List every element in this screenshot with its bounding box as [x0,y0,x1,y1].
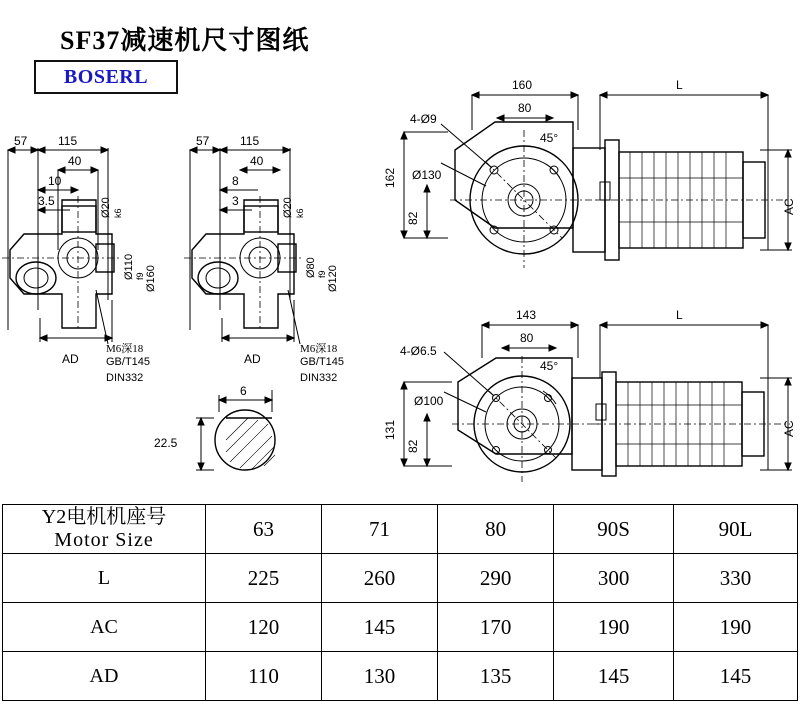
dim-la-3-5: 3.5 [38,194,55,208]
table-row [3,603,798,652]
dim-la-40: 40 [68,154,82,168]
cell-ad-71: 130 [322,652,438,701]
cell-l-90s: 300 [554,554,674,603]
dim-la-d20: Ø20 [100,197,112,218]
dim-tr-4xd9: 4-Ø9 [410,112,437,126]
note-la-din: DIN332 [106,372,144,384]
dim-tr-L: L [676,78,683,92]
cell-ad-90s: 145 [554,652,674,701]
note-la-m6: M6深18 [106,343,144,355]
dim-lb-57: 57 [196,134,210,148]
dim-br-143: 143 [516,308,537,322]
dim-la-f9: f9 [135,272,145,280]
dim-key-22-5: 22.5 [154,436,178,450]
note-lb-m6: M6深18 [300,343,338,355]
cell-l-71: 260 [322,554,438,603]
dim-br-L: L [676,308,683,322]
cell-ac-90l: 190 [674,603,798,652]
dim-tr-45deg: 45° [540,131,559,145]
dim-tr-AC: AC [782,198,796,215]
dim-lb-d120: Ø120 [327,265,339,292]
dim-lb-ad: AD [244,352,261,366]
dim-la-d110: Ø110 [123,253,135,280]
dim-lb-3: 3 [232,194,239,208]
header-size-90s: 90S [554,505,674,554]
view-top-right [401,92,792,268]
cell-ac-71: 145 [322,603,438,652]
dim-br-45deg: 45° [540,359,559,373]
dim-lb-40: 40 [250,154,264,168]
header-size-63: 63 [206,505,322,554]
cell-ac-90s: 190 [554,603,674,652]
spec-table [2,504,798,701]
dim-lb-8: 8 [232,174,239,188]
table-row [3,554,798,603]
note-lb-gb: GB/T145 [300,356,345,368]
dim-br-80: 80 [520,331,534,345]
dim-key-6: 6 [240,384,247,398]
cell-l-80: 290 [438,554,554,603]
brand-logo-text: BOSERL [63,65,149,88]
dim-tr-162: 162 [383,167,397,188]
header-label-en: Motor Size [54,529,154,551]
dim-lb-115: 115 [240,134,260,148]
dim-la-d160: Ø160 [145,265,157,292]
dim-br-82: 82 [406,439,420,453]
view-key-section [196,390,275,470]
dim-tr-160: 160 [512,78,533,92]
dim-la-57: 57 [14,134,28,148]
dim-la-k6: k6 [113,208,123,218]
table-row [3,652,798,701]
row-label-l: L [3,554,206,603]
cell-ac-63: 120 [206,603,322,652]
page-title: SF37减速机尺寸图纸 [60,26,310,55]
dim-la-115: 115 [58,134,78,148]
header-size-80: 80 [438,505,554,554]
cell-ad-63: 110 [206,652,322,701]
cell-ad-80: 135 [438,652,554,701]
dim-lb-k6: k6 [295,208,305,218]
cell-l-90l: 330 [674,554,798,603]
cell-l-63: 225 [206,554,322,603]
header-size-90l: 90L [674,505,798,554]
header-label-cn: Y2电机机座号 [41,506,167,528]
dim-br-4xd65: 4-Ø6.5 [400,344,437,358]
note-lb-din: DIN332 [300,372,338,384]
dim-la-ad: AD [62,352,79,366]
dim-br-d100: Ø100 [414,394,444,408]
dim-tr-d130: Ø130 [412,168,442,182]
dim-lb-f9: f9 [317,270,327,278]
dim-br-131: 131 [383,419,397,440]
dim-br-AC: AC [782,420,796,437]
cell-ad-90l: 145 [674,652,798,701]
dim-la-10: 10 [48,174,62,188]
header-size-71: 71 [322,505,438,554]
row-label-ac: AC [3,603,206,652]
dim-tr-82: 82 [406,211,420,225]
cell-ac-80: 170 [438,603,554,652]
note-la-gb: GB/T145 [106,356,151,368]
dim-lb-d80: Ø80 [305,257,317,278]
view-left-a [2,147,122,344]
dim-lb-d20: Ø20 [282,197,294,218]
row-label-ad: AD [3,652,206,701]
view-left-b [184,147,304,344]
header-motor-size-label [3,505,206,554]
table-header-row [3,505,798,554]
view-bottom-right [401,322,792,482]
dim-tr-80: 80 [518,101,532,115]
